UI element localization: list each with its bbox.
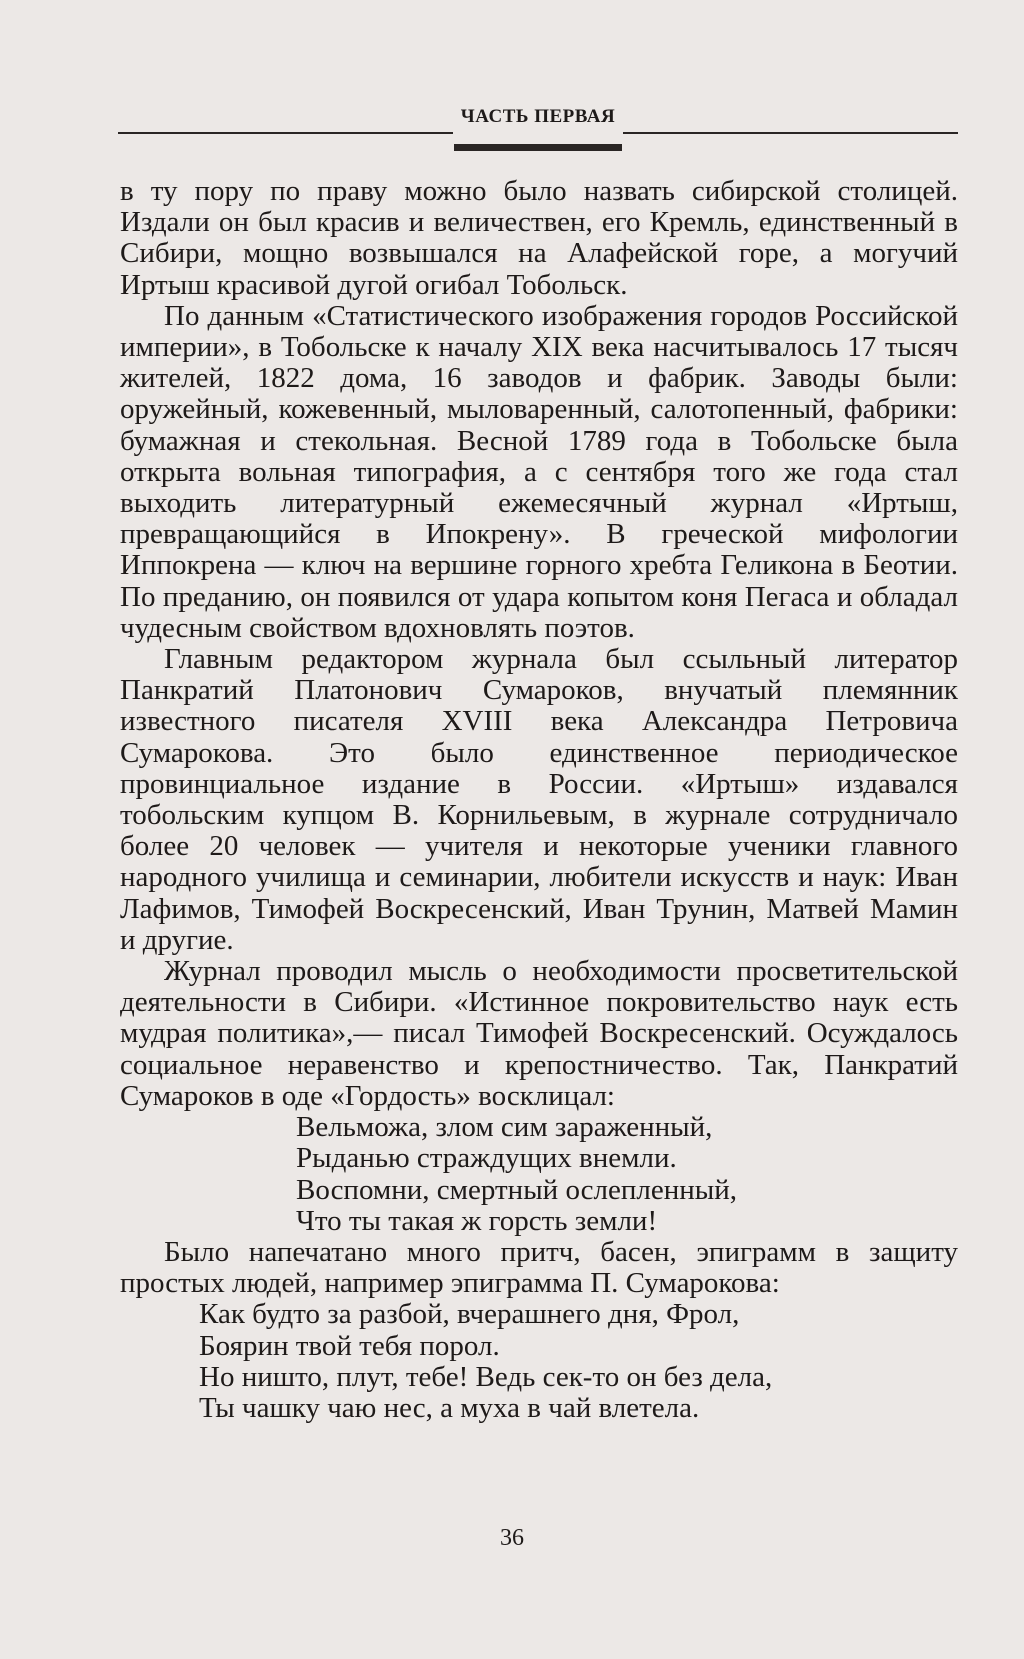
page-number: 36 xyxy=(500,1525,524,1551)
paragraph: Журнал проводил мысль о необходимости просветительской деятельности в Сибири. «Истинное покровительство наук есть мудрая политика»,— писал Тимофей Воскресенский. Осуждалось социальное неравенство и крепостничество. Так, Панкратий Сумароков в оде «Гордость» восклицал: xyxy=(120,955,958,1112)
verse-line: Вельможа, злом сим зараженный, xyxy=(296,1111,713,1144)
ode-verse xyxy=(120,1112,958,1237)
header-ornament-bar xyxy=(454,144,622,151)
verse-line: Но ништо, плут, тебе! Ведь сек-то он без дела, xyxy=(199,1360,773,1393)
verse-line: Как будто за разбой, вчерашнего дня, Фрол, xyxy=(199,1298,740,1331)
running-header xyxy=(118,100,958,156)
verse-line: Что ты такая ж горсть земли! xyxy=(296,1204,658,1237)
paragraph: Было напечатано много притч, басен, эпиграмм в защиту простых людей, например эпиграмма П. Сумарокова: xyxy=(120,1235,958,1300)
verse-line: Воспомни, смертный ослепленный, xyxy=(296,1173,738,1206)
header-rule-right xyxy=(623,132,958,134)
paragraph: По данным «Статистического изображения городов Российской империи», в Тобольске к началу XIX века насчитывалось 17 тысяч жителей, 1822 дома, 16 заводов и фабрик. Заводы были: оружейный, кожевенный, мыловаренный, салотопенный, фабрики: бумажная и стекольная. Весной 1789 года в Тобольске была открыта вольная типография, а с сентября того же года стал выходить литературный ежемесячный журнал «Иртыш, превращающийся в Ипокрену». В греческой мифологии Иппокрена — ключ на вершине горного хребта Геликона в Беотии. По преданию, он появился от удара копытом коня Пегаса и обладал чудесным свойством вдохновлять поэтов. xyxy=(120,299,958,644)
verse-line: Боярин твой тебя порол. xyxy=(199,1329,500,1362)
verse-line: Рыданью страждущих внемли. xyxy=(296,1142,677,1175)
paragraph-continuation: в ту пору по праву можно было назвать сибирской столицей. Издали он был красив и величествен, его Кремль, единственный в Сибири, мощно возвышался на Алафейской горе, а могучий Иртыш красивой дугой огибал Тобольск. xyxy=(120,175,958,301)
verse-line: Ты чашку чаю нес, а муха в чай влетела. xyxy=(199,1391,700,1424)
paragraph: Главным редактором журнала был ссыльный литератор Панкратий Платонович Сумароков, внучатый племянник известного писателя XVIII века Александра Петровича Сумарокова. Это было единственное периодическое провинциальное издание в России. «Иртыш» издавался тобольским купцом В. Корнильевым, в журнале сотрудничало более 20 человек — учителя и некоторые ученики главного народного училища и семинарии, любители искусств и наук: Иван Лафимов, Тимофей Воскресенский, Иван Трунин, Матвей Мамин и другие. xyxy=(120,643,958,956)
body-text xyxy=(120,176,958,1424)
header-rule-left xyxy=(118,132,453,134)
epigram-verse xyxy=(120,1299,958,1424)
section-title: ЧАСТЬ ПЕРВАЯ xyxy=(460,106,616,127)
